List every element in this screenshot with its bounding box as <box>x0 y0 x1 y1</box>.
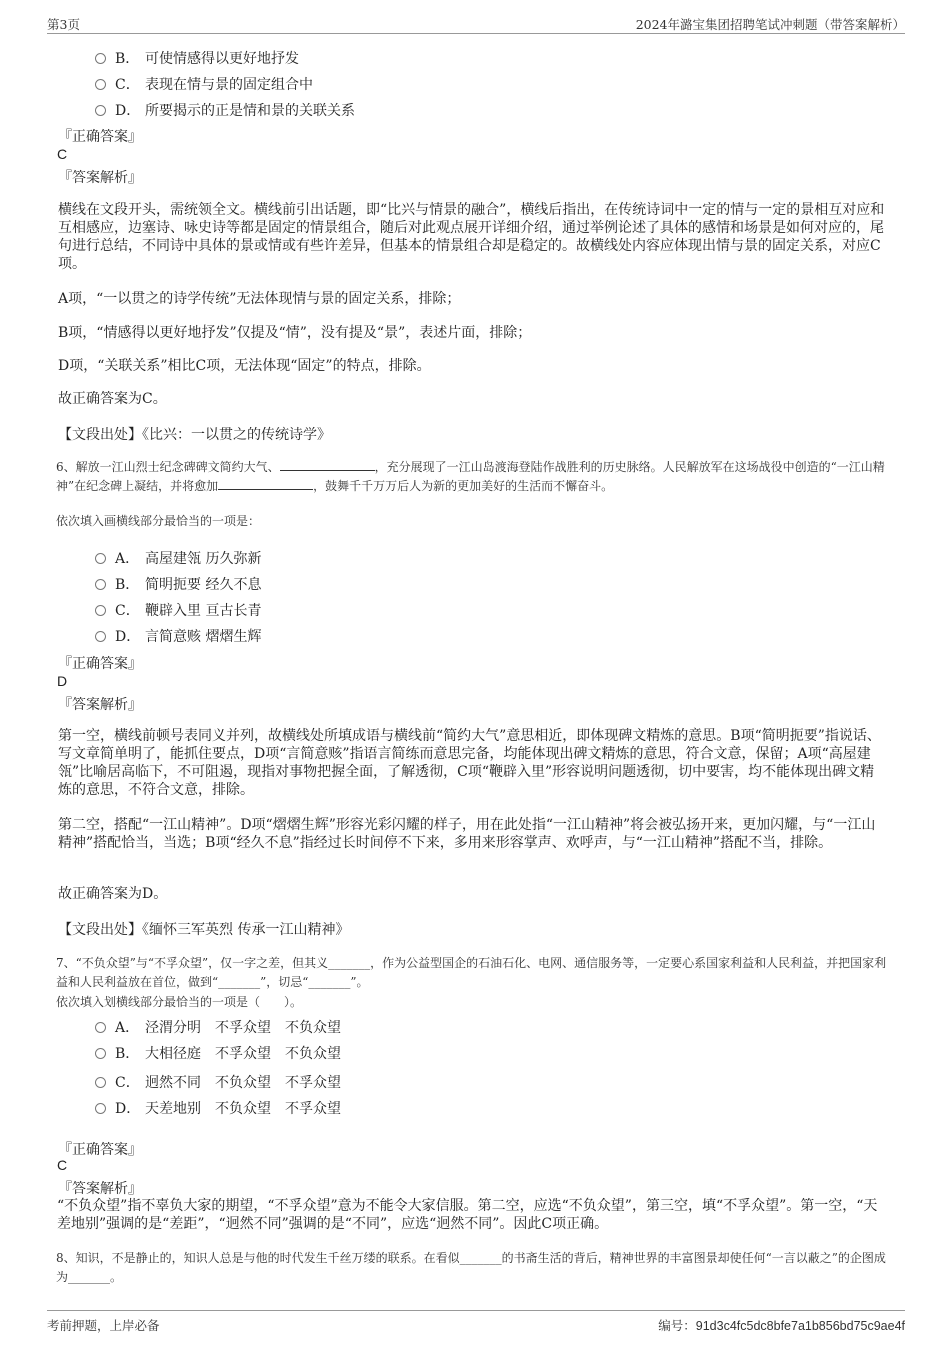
q7-prompt: 依次填入划横线部分最恰当的一项是（ ）。 <box>56 995 303 1009</box>
q7-answer: C <box>57 1157 68 1173</box>
q7-answer-label: 『正确答案』 <box>58 1142 142 1158</box>
radio-icon[interactable] <box>95 579 106 590</box>
q6-answer: D <box>57 673 68 689</box>
radio-icon[interactable] <box>95 79 106 90</box>
page-number: 第3页 <box>47 17 80 32</box>
q7-analysis-label: 『答案解析』 <box>58 1181 142 1197</box>
radio-icon[interactable] <box>95 53 106 64</box>
q7-option-c[interactable]: C． 迥然不同 不负众望 不孚众望 <box>95 1072 341 1092</box>
q6-analysis-para: 第二空，搭配“一江山精神”。D项“熠熠生辉”形容光彩闪耀的样子，用在此处指“一江山精神”将会被弘扬开来，更加闪耀，与“一江山精神”搭配恰当，当选；B项“经久不息”指经过长时间停不下来，多用来形容掌声、欢呼声，与“一江山精神”搭配不当，排除。 <box>58 817 876 851</box>
q6-analysis-label: 『答案解析』 <box>58 697 142 713</box>
footer-slogan: 考前押题，上岸必备 <box>47 1318 160 1333</box>
document-title: 2024年潞宝集团招聘笔试冲刺题（带答案解析） <box>635 17 905 32</box>
q6-analysis-para: 故正确答案为D。 <box>58 886 168 902</box>
q5-answer: C <box>57 146 68 162</box>
q5-option-d[interactable]: D． 所要揭示的正是情和景的关联关系 <box>95 100 355 120</box>
radio-icon[interactable] <box>95 631 106 642</box>
q6-answer-label: 『正确答案』 <box>58 656 142 672</box>
q5-analysis-para: 横线在文段开头，需统领全文。横线前引出话题，即“比兴与情景的融合”，横线后指出，在传统诗词中一定的情与一定的景相互对应和互相感应，边塞诗、咏史诗等都是固定的情景组合，随后对此观点展开详细介绍，通过举例论述了具体的感情和场景是如何对应的，尾句进行总结，不同诗中具体的景或情或有些许差异，但基本的情景组合却是稳定的。故横线处内容应体现出情与景的固定关系，对应C项。 <box>58 202 885 272</box>
q5-analysis-para: D项，“关联关系”相比C项，无法体现“固定”的特点，排除。 <box>58 358 431 374</box>
q7-option-a[interactable]: A． 泾渭分明 不孚众望 不负众望 <box>95 1017 341 1037</box>
radio-icon[interactable] <box>95 605 106 616</box>
q6-option-a[interactable]: A． 高屋建瓴 历久弥新 <box>95 548 261 568</box>
q5-option-b[interactable]: B． 可使情感得以更好地抒发 <box>95 48 299 68</box>
q6-option-b[interactable]: B． 简明扼要 经久不息 <box>95 574 261 594</box>
radio-icon[interactable] <box>95 105 106 116</box>
q5-answer-label: 『正确答案』 <box>58 129 142 145</box>
q8-stem: 8、知识，不是静止的，知识人总是与他的时代发生千丝万缕的联系。在看似_______的书斋生活的背后，精神世界的丰富图景却使任何“一言以蔽之”的企图成为_______。 <box>56 1251 886 1284</box>
q6-analysis-para: 第一空，横线前顿号表同义并列，故横线处所填成语与横线前“简约大气”意思相近，即体现碑文精炼的意思。B项“简明扼要”指说话、写文章简单明了，能抓住要点，D项“言简意赅”指语言简练而意思完备，均能体现出碑文精炼的意思，符合文意，保留；A项“高屋建瓴”比喻居高临下，不可阻遏，现指对事物把握全面，了解透彻，C项“鞭辟入里”形容说明问题透彻，切中要害，均不能体现出碑文精炼的意思，不符合文意，排除。 <box>58 728 881 798</box>
q5-analysis-para: 故正确答案为C。 <box>58 391 167 407</box>
q5-source: 【文段出处】《比兴：一以贯之的传统诗学》 <box>58 427 331 443</box>
q7-analysis: “不负众望”指不辜负大家的期望，“不孚众望”意为不能令大家信服。第二空，应选“不负众望”，第三空，填“不孚众望”。第一空，“天差地别”强调的是“差距”，“迥然不同”强调的是“不同”，应选“迥然不同”。因此C项正确。 <box>57 1198 878 1232</box>
fill-blank <box>280 458 375 471</box>
radio-icon[interactable] <box>95 1103 106 1114</box>
q6-source: 【文段出处】《缅怀三军英烈 传承一江山精神》 <box>58 922 350 938</box>
radio-icon[interactable] <box>95 1048 106 1059</box>
radio-icon[interactable] <box>95 1022 106 1033</box>
q7-stem: 7、“不负众望”与“不孚众望”，仅一字之差，但其义_______，作为公益型国企的石油石化、电网、通信服务等，一定要心系国家利益和人民利益，并把国家利益和人民利益放在首位，做到“_______”，切忌“_______”。 <box>56 956 887 989</box>
radio-icon[interactable] <box>95 553 106 564</box>
page-footer <box>47 1310 905 1333</box>
q6-prompt: 依次填入画横线部分最恰当的一项是： <box>56 514 261 528</box>
fill-blank <box>218 477 313 490</box>
q5-analysis-para: B项，“情感得以更好地抒发”仅提及“情”，没有提及“景”，表述片面，排除； <box>58 325 532 341</box>
q6-option-d[interactable]: D． 言简意赅 熠熠生辉 <box>95 626 261 646</box>
q7-option-d[interactable]: D． 天差地别 不负众望 不孚众望 <box>95 1098 341 1118</box>
q7-option-b[interactable]: B． 大相径庭 不孚众望 不负众望 <box>95 1043 341 1063</box>
q6-stem: 6、解放一江山烈士纪念碑碑文简约大气、 ，充分展现了一江山岛渡海登陆作战胜利的历史脉络。人民解放军在这场战役中创造的“一江山精神”在纪念碑上凝结，并将愈加 ，鼓舞千千万万后人为新的更加美好的生活而不懈奋斗。 <box>56 460 885 493</box>
page-header <box>47 13 905 34</box>
q5-option-c[interactable]: C． 表现在情与景的固定组合中 <box>95 74 313 94</box>
q5-analysis-para: A项，“一以贯之的诗学传统”无法体现情与景的固定关系，排除； <box>58 291 461 307</box>
q5-analysis-label: 『答案解析』 <box>58 170 142 186</box>
document-code: 编号：91d3c4fc5dc8bfe7a1b856bd75c9ae4f <box>658 1319 905 1333</box>
q6-option-c[interactable]: C． 鞭辟入里 亘古长青 <box>95 600 261 620</box>
radio-icon[interactable] <box>95 1077 106 1088</box>
